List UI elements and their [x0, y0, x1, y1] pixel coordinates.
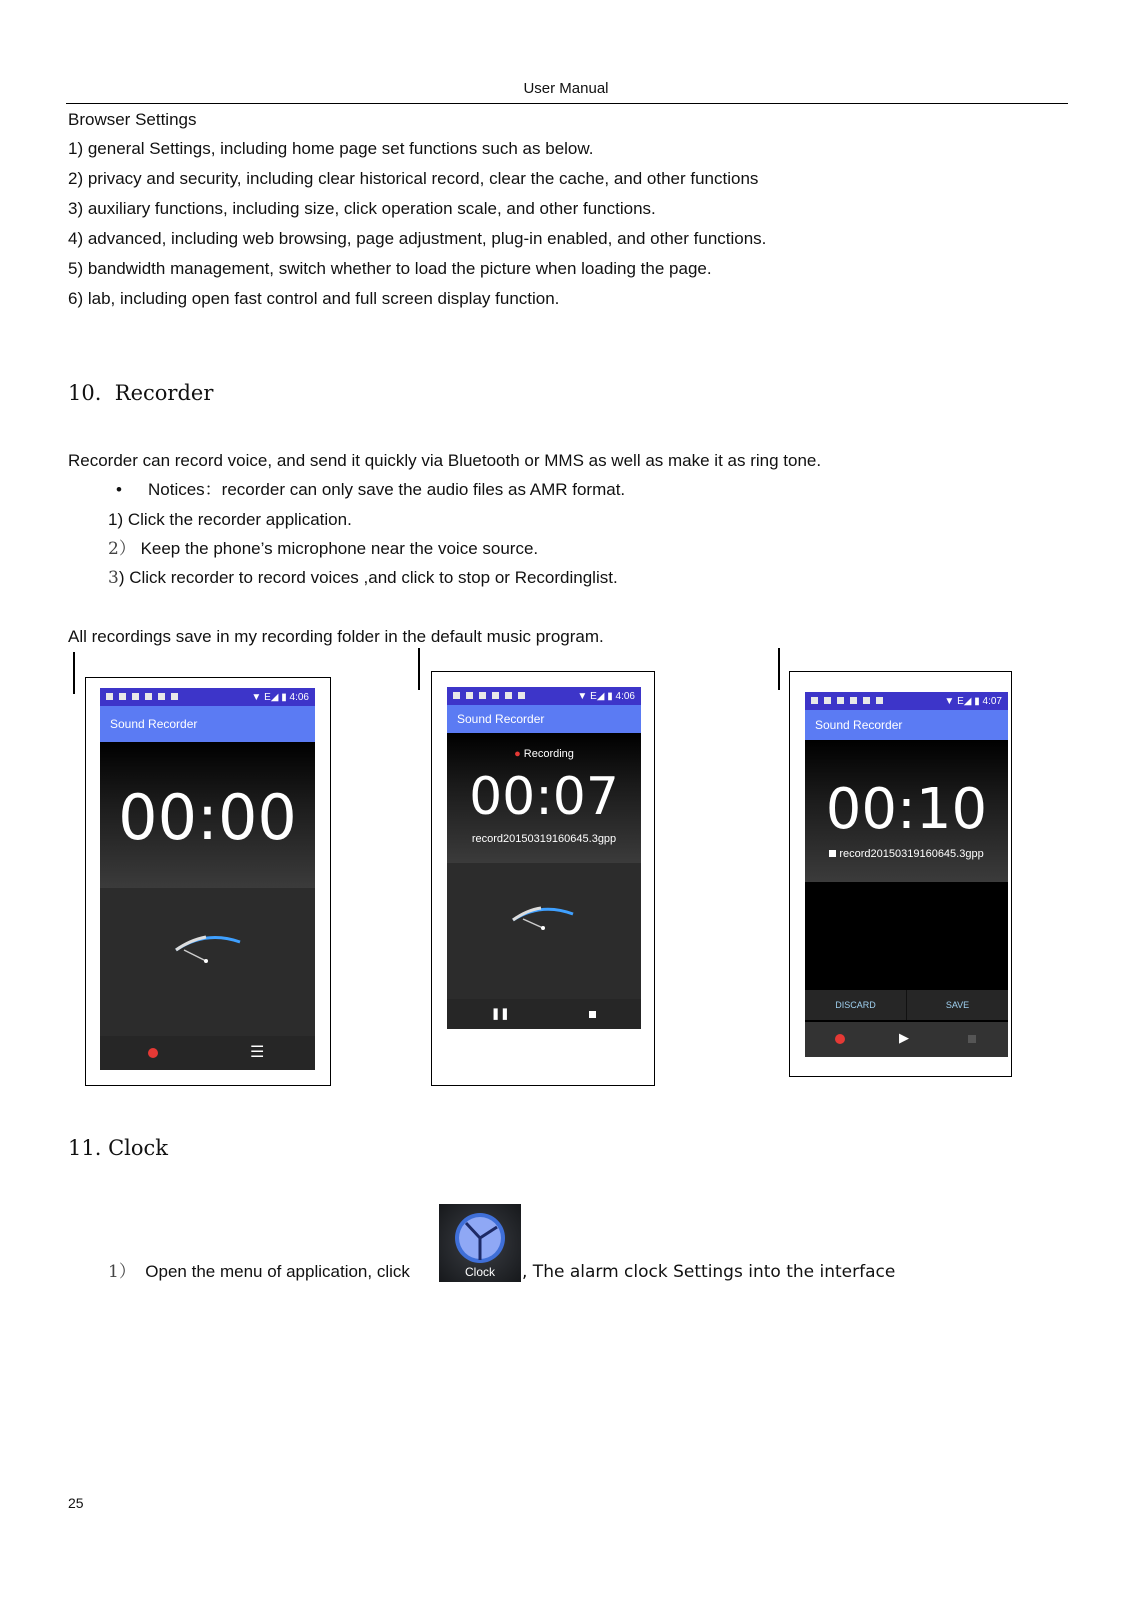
phone-screen-recording	[447, 687, 641, 1029]
phone-screen-stopped	[805, 692, 1008, 1057]
notification-icons	[106, 692, 251, 703]
recorder-notice: Notices：recorder can only save the audio files as AMR format.	[148, 480, 626, 499]
clock-icon-label: Clock	[464, 1265, 495, 1279]
recording-dot-icon: ●	[514, 748, 521, 760]
recorder-step-3	[108, 567, 618, 589]
page-number: 25	[68, 1495, 84, 1511]
recorder-step-2	[108, 538, 538, 560]
timer-area	[100, 742, 315, 888]
recorder-intro: Recorder can record voice, and send it quickly via Bluetooth or MMS as well as make it as ring tone.	[68, 451, 822, 470]
notification-icons	[811, 696, 944, 707]
timer-display: 00:10	[825, 777, 988, 842]
screenshot-frame-1	[85, 677, 331, 1086]
browser-settings-item: 5) bandwidth management, switch whether to load the picture when loading the page.	[68, 259, 712, 278]
step-text: Keep the phone’s microphone near the voice source.	[140, 539, 539, 558]
browser-settings-item: 2) privacy and security, including clear historical record, clear the cache, and other functions	[68, 169, 759, 188]
app-bar: Sound Recorder	[100, 706, 315, 742]
step-number: 2）	[108, 539, 136, 559]
status-bar	[447, 687, 641, 705]
record-button[interactable]	[835, 1034, 845, 1044]
step-number: 1）	[108, 1262, 136, 1282]
signal-icon: ▼ E◢ ▮	[577, 690, 613, 702]
separator-mark	[418, 648, 420, 690]
bottom-bar	[447, 999, 641, 1029]
step-number: 1)	[108, 510, 124, 529]
step-number: 3	[108, 568, 119, 588]
discard-save-bar	[805, 990, 1008, 1020]
status-time: 4:07	[982, 695, 1002, 707]
recorder-save-note: All recordings save in my recording folder in the default music program.	[68, 627, 604, 646]
level-meter-icon	[509, 902, 579, 936]
app-bar: Sound Recorder	[447, 705, 641, 733]
list-icon[interactable]: ☰	[250, 1044, 265, 1061]
header-rule	[66, 103, 1068, 104]
recording-label: Recording	[523, 748, 574, 760]
section-heading-clock: 11. Clock	[68, 1136, 168, 1160]
screenshot-frame-3	[789, 671, 1012, 1077]
stop-button[interactable]	[589, 1011, 596, 1018]
signal-icon: ▼ E◢ ▮	[944, 695, 980, 707]
app-bar: Sound Recorder	[805, 710, 1008, 740]
section-title: Recorder	[114, 381, 214, 405]
play-button[interactable]: ▶	[899, 1030, 909, 1045]
browser-settings-item: 6) lab, including open fast control and full screen display function.	[68, 289, 560, 308]
signal-icon: ▼ E◢ ▮	[251, 691, 287, 703]
recording-filename: record20150319160645.3gpp	[839, 848, 984, 860]
page-header: User Manual	[523, 80, 609, 97]
browser-settings-item: 1) general Settings, including home page set functions such as below.	[68, 139, 594, 158]
section-number: 10.	[68, 381, 102, 405]
level-meter-icon	[170, 928, 250, 968]
browser-settings-item: 3) auxiliary functions, including size, click operation scale, and other functions.	[68, 199, 656, 218]
screenshot-frame-2	[431, 671, 655, 1086]
bottom-bar	[100, 1036, 315, 1070]
status-time: 4:06	[615, 690, 635, 702]
clock-app-icon[interactable]	[439, 1204, 521, 1282]
save-button[interactable]: SAVE	[945, 1000, 970, 1010]
bottom-bar	[805, 1022, 1008, 1057]
recording-file-row	[805, 848, 1008, 860]
recording-indicator	[447, 748, 641, 760]
timer-area	[805, 740, 1008, 882]
notification-icons	[453, 691, 577, 702]
status-bar	[100, 688, 315, 706]
notice-bullet: •	[116, 480, 122, 499]
separator-mark	[73, 652, 75, 694]
clock-step-tail: , The alarm clock Settings into the interface	[522, 1262, 896, 1282]
section-heading-recorder	[68, 381, 213, 405]
phone-screen-idle	[100, 688, 315, 1070]
stop-button[interactable]	[968, 1035, 976, 1043]
step-text: Open the menu of application, click	[145, 1262, 410, 1281]
status-time: 4:06	[289, 691, 309, 703]
step-text: Click the recorder application.	[127, 510, 352, 529]
file-icon	[829, 850, 836, 857]
browser-settings-heading: Browser Settings	[68, 110, 197, 129]
browser-settings-item: 4) advanced, including web browsing, page adjustment, plug-in enabled, and other functions.	[68, 229, 767, 248]
clock-step-1	[108, 1261, 410, 1283]
status-bar	[805, 692, 1008, 710]
recorder-step-1	[108, 509, 352, 531]
clock-face-icon	[449, 1210, 511, 1266]
discard-button[interactable]: DISCARD	[835, 1000, 876, 1010]
record-button[interactable]	[148, 1048, 158, 1058]
timer-display: 00:07	[469, 767, 619, 827]
recording-filename: record20150319160645.3gpp	[471, 833, 617, 845]
step-text: ) Click recorder to record voices ,and click to stop or Recordinglist.	[118, 568, 618, 587]
separator-mark	[778, 648, 780, 690]
pause-button[interactable]: ❚❚	[491, 1008, 510, 1020]
timer-area	[447, 733, 641, 863]
timer-display: 00:00	[118, 781, 297, 854]
